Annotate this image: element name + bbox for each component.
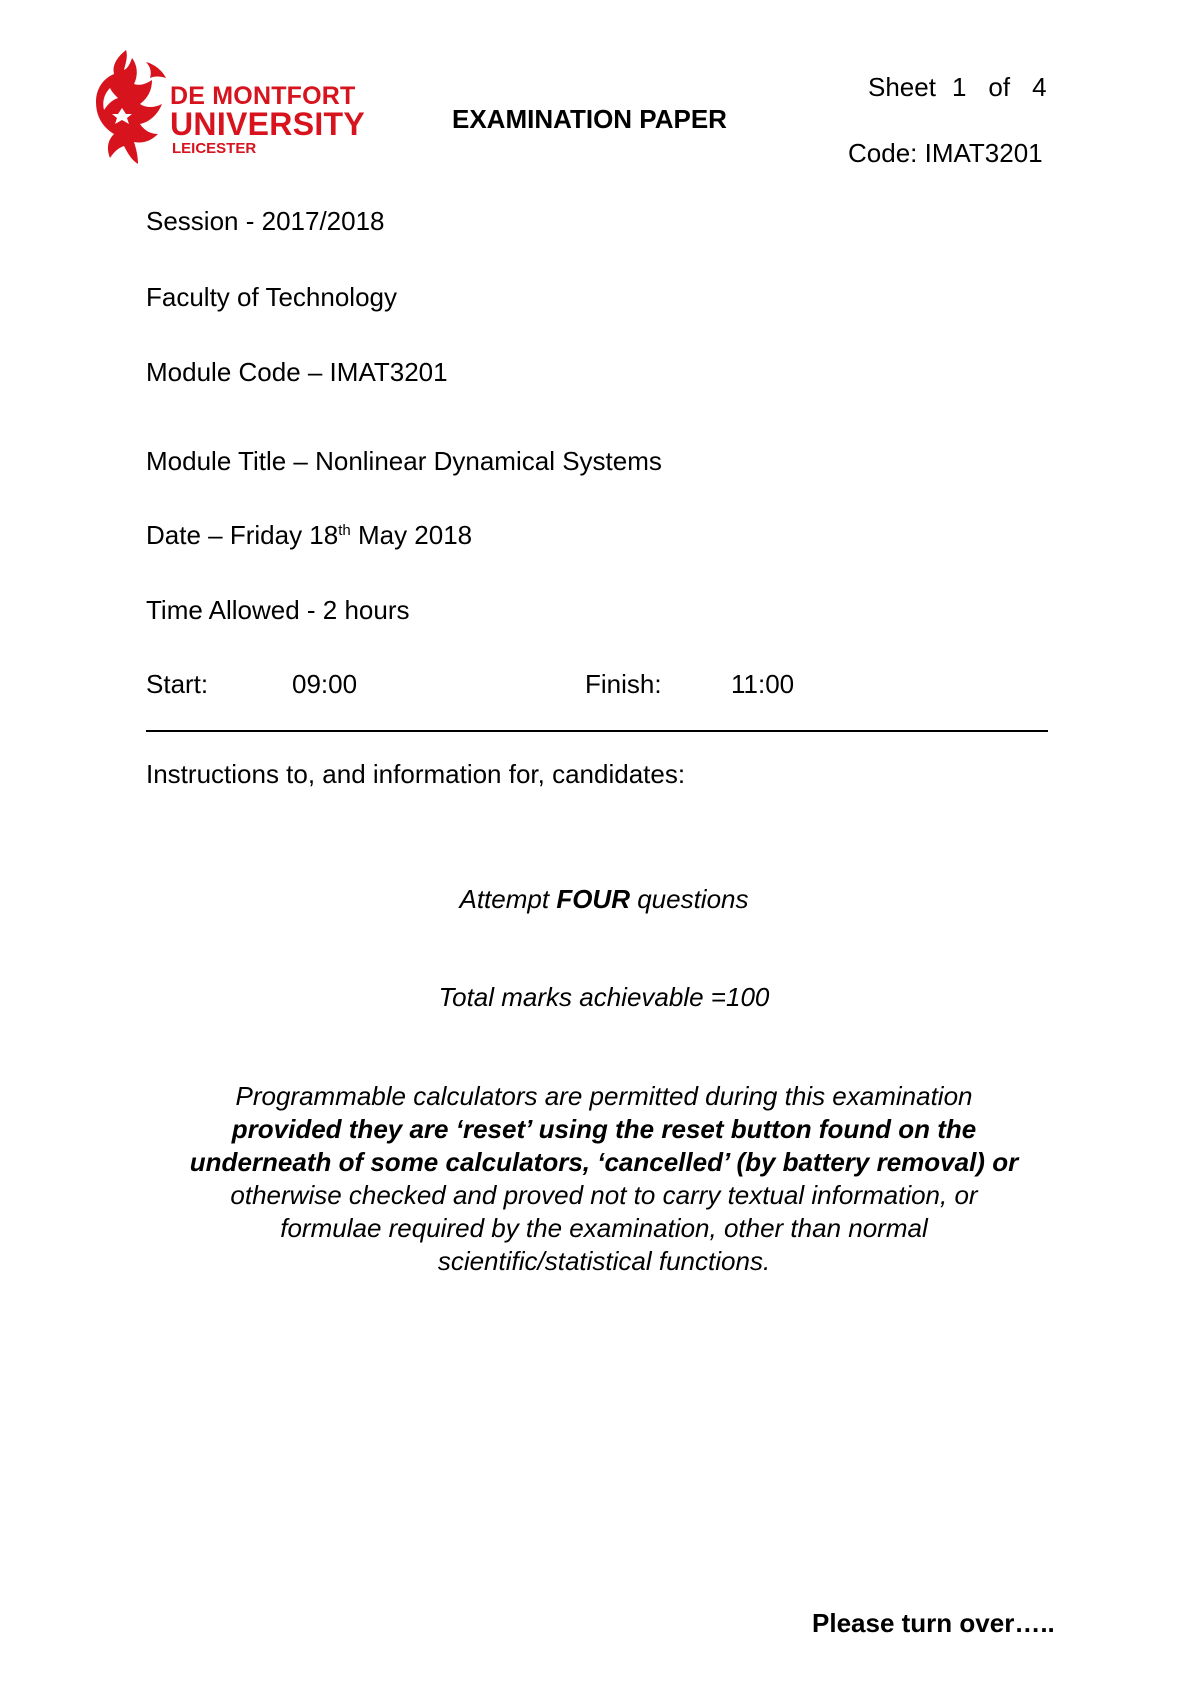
lion-rampant-crest-icon <box>92 48 170 166</box>
start-label: Start: <box>146 669 209 699</box>
calculator-policy <box>146 1080 1062 1278</box>
calc-line: formulae required by the examination, other than normal <box>280 1213 928 1243</box>
module-title-field: Module Title – Nonlinear Dynamical Systems <box>146 446 662 476</box>
total-marks: Total marks achievable =100 <box>438 982 770 1012</box>
sheet-total: 4 <box>1032 72 1047 102</box>
date-ordinal-suffix: th <box>338 522 351 539</box>
session-field: Session - 2017/2018 <box>146 206 385 236</box>
finish-time: 11:00 <box>731 669 795 699</box>
turn-over-note: Please turn over….. <box>812 1608 1055 1638</box>
sheet-label: Sheet <box>868 72 936 102</box>
instructions-heading: Instructions to, and information for, candidates: <box>146 759 686 789</box>
attempt-instruction <box>146 884 1062 915</box>
logo-line-leicester: LEICESTER <box>172 140 257 157</box>
date-field <box>146 520 472 551</box>
sheet-indicator <box>868 72 1047 103</box>
calc-line: Programmable calculators are permitted during this examination <box>235 1081 973 1111</box>
attempt-count: FOUR <box>556 884 630 914</box>
time-allowed-field: Time Allowed - 2 hours <box>146 595 410 625</box>
sheet-of: of <box>988 72 1011 102</box>
calc-line: provided they are ‘reset’ using the reset button found on the <box>231 1114 977 1144</box>
finish-label: Finish: <box>585 669 662 699</box>
date-prefix: Date – Friday 18 <box>146 520 339 550</box>
start-time: 09:00 <box>292 669 358 699</box>
date-rest: May 2018 <box>350 520 473 550</box>
logo-line-university: UNIVERSITY <box>170 106 366 142</box>
logo-line-de-montfort: DE MONTFORT <box>170 82 356 110</box>
attempt-prefix: Attempt <box>459 884 557 914</box>
attempt-suffix: questions <box>629 884 749 914</box>
faculty-field: Faculty of Technology <box>146 282 397 312</box>
exam-code: Code: IMAT3201 <box>848 138 1043 168</box>
calc-line: scientific/statistical functions. <box>437 1246 771 1276</box>
calc-line: underneath of some calculators, ‘cancelled’ (by battery removal) or <box>189 1147 1019 1177</box>
sheet-number: 1 <box>951 72 967 102</box>
calc-line: otherwise checked and proved not to carry textual information, or <box>230 1180 978 1210</box>
university-logo <box>92 48 392 168</box>
module-code-field: Module Code – IMAT3201 <box>146 357 448 387</box>
divider <box>146 730 1048 732</box>
page-title: EXAMINATION PAPER <box>452 104 727 134</box>
